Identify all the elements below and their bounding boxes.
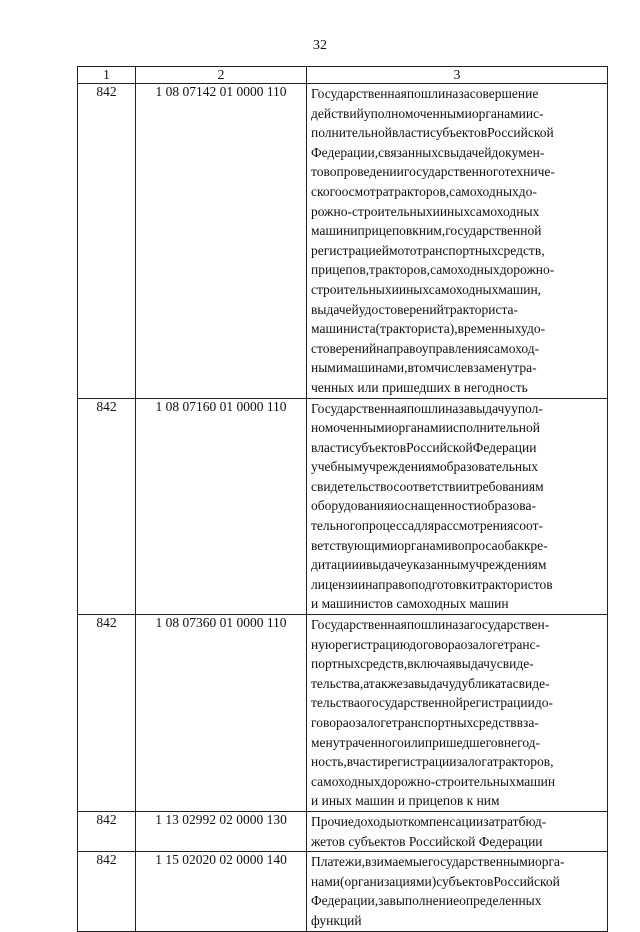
table-row — [78, 398, 608, 615]
description-cell — [307, 84, 608, 399]
kbk-code-cell: 1 08 07142 01 0000 110 — [136, 84, 307, 399]
description-line: и машинистов самоходных машин — [311, 596, 509, 612]
page-number: 32 — [313, 38, 327, 53]
description-line: ченных или пришедших в негодность — [311, 379, 528, 395]
description-cell — [307, 398, 608, 615]
description-line: Государственнаяпошлиназасовершение — [311, 86, 539, 101]
kbk-code-cell: 1 08 07160 01 0000 110 — [136, 398, 307, 615]
column-header-2: 2 — [136, 67, 307, 84]
description-cell — [307, 615, 608, 812]
table-row — [78, 811, 608, 851]
table-row — [78, 852, 608, 931]
description-line: товопроведениигосударственноготехниче- — [311, 164, 555, 180]
description-line: властисубъектовРоссийскойФедерации — [311, 439, 537, 455]
admin-code-cell: 842 — [78, 398, 136, 615]
kbk-code-cell: 1 15 02020 02 0000 140 — [136, 852, 307, 931]
description-line: тельногопроцессадлярассмотрениясоот- — [311, 518, 543, 534]
description-line: портныхсредств,включаявыдачусвиде- — [311, 656, 534, 672]
table-row — [78, 84, 608, 399]
description-line: регистрациеймототранспортныхсредств, — [311, 242, 545, 258]
description-line: самоходныхдорожно-строительныхмашин — [311, 773, 556, 789]
description-line: лицензиинаправоподготовкитрактористов — [311, 576, 553, 592]
description-line: машиниста(тракториста),временныхудо- — [311, 321, 546, 337]
description-line: менутраченногоилипришедшеговнегод- — [311, 734, 541, 750]
description-line: полнительнойвластисубъектовРоссийской — [311, 125, 554, 141]
table-body — [78, 84, 608, 932]
description-cell — [307, 811, 608, 851]
table-header-row — [78, 67, 608, 84]
description-line: нами(организациями)субъектовРоссийской — [311, 873, 560, 889]
column-header-1: 1 — [78, 67, 136, 84]
table-row — [78, 615, 608, 812]
admin-code-cell: 842 — [78, 852, 136, 931]
description-line: говораозалогетранспортныхсредстввза- — [311, 715, 539, 730]
admin-code-cell: 842 — [78, 84, 136, 399]
description-line: Платежи,взимаемыегосударственнымиорга- — [311, 854, 565, 870]
description-line: Федерации,завыполнениеопределенных — [311, 893, 542, 909]
description-line: жетов субъектов Российской Федерации — [311, 833, 543, 849]
description-line: стоверенийнаправоуправлениясамоход- — [311, 340, 540, 356]
description-line: нымимашинами,втомчислевзаменутра- — [311, 360, 537, 376]
description-line: строительныхииныхсамоходныхмашин, — [311, 281, 542, 297]
description-line: прицепов,тракторов,самоходныхдорожно- — [311, 262, 555, 278]
kbk-code-cell: 1 13 02992 02 0000 130 — [136, 811, 307, 851]
description-line: и иных машин и прицепов к ним — [311, 793, 500, 809]
description-cell — [307, 852, 608, 931]
description-line: скогоосмотратракторов,самоходныхдо- — [311, 183, 537, 199]
description-line: тельстваогосударственнойрегистрациидо- — [311, 695, 553, 711]
description-line: ветствующимиорганамивопросаобаккре- — [311, 537, 548, 553]
description-line: выдачейудостоверенийтракториста- — [311, 301, 518, 317]
kbk-code-cell: 1 08 07360 01 0000 110 — [136, 615, 307, 812]
description-line: действийуполномоченнымиорганамиис- — [311, 105, 544, 121]
description-line: учебнымучреждениямобразовательных — [311, 459, 538, 475]
description-line: номоченнымиорганамиисполнительной — [311, 420, 540, 436]
column-header-3: 3 — [307, 67, 608, 84]
description-line: рожно-строительныхииныхсамоходных — [311, 203, 540, 219]
description-line: нуюрегистрациюдоговораозалогетранс- — [311, 636, 541, 652]
description-line: дитацииивыдачеуказаннымучреждениям — [311, 557, 547, 573]
revenue-codes-table — [77, 66, 608, 932]
admin-code-cell: 842 — [78, 811, 136, 851]
description-line: функций — [311, 912, 362, 928]
description-line: Федерации,связанныхсвыдачейдокумен- — [311, 144, 545, 160]
description-line: машиниприцеповкним,государственной — [311, 223, 542, 239]
description-line: тельства,атакжезавыдачудубликатасвиде- — [311, 675, 550, 691]
description-line: Прочиедоходыоткомпенсациизатратбюд- — [311, 813, 547, 829]
description-line: ность,вчастирегистрациизалогатракторов, — [311, 754, 554, 770]
description-line: Государственнаяпошлиназагосударствен- — [311, 617, 550, 633]
admin-code-cell: 842 — [78, 615, 136, 812]
description-line: свидетельствосоответствиитребованиям — [311, 478, 544, 494]
description-line: Государственнаяпошлиназавыдачуупол- — [311, 400, 543, 416]
description-line: оборудованияиоснащенностиобразова- — [311, 498, 536, 514]
